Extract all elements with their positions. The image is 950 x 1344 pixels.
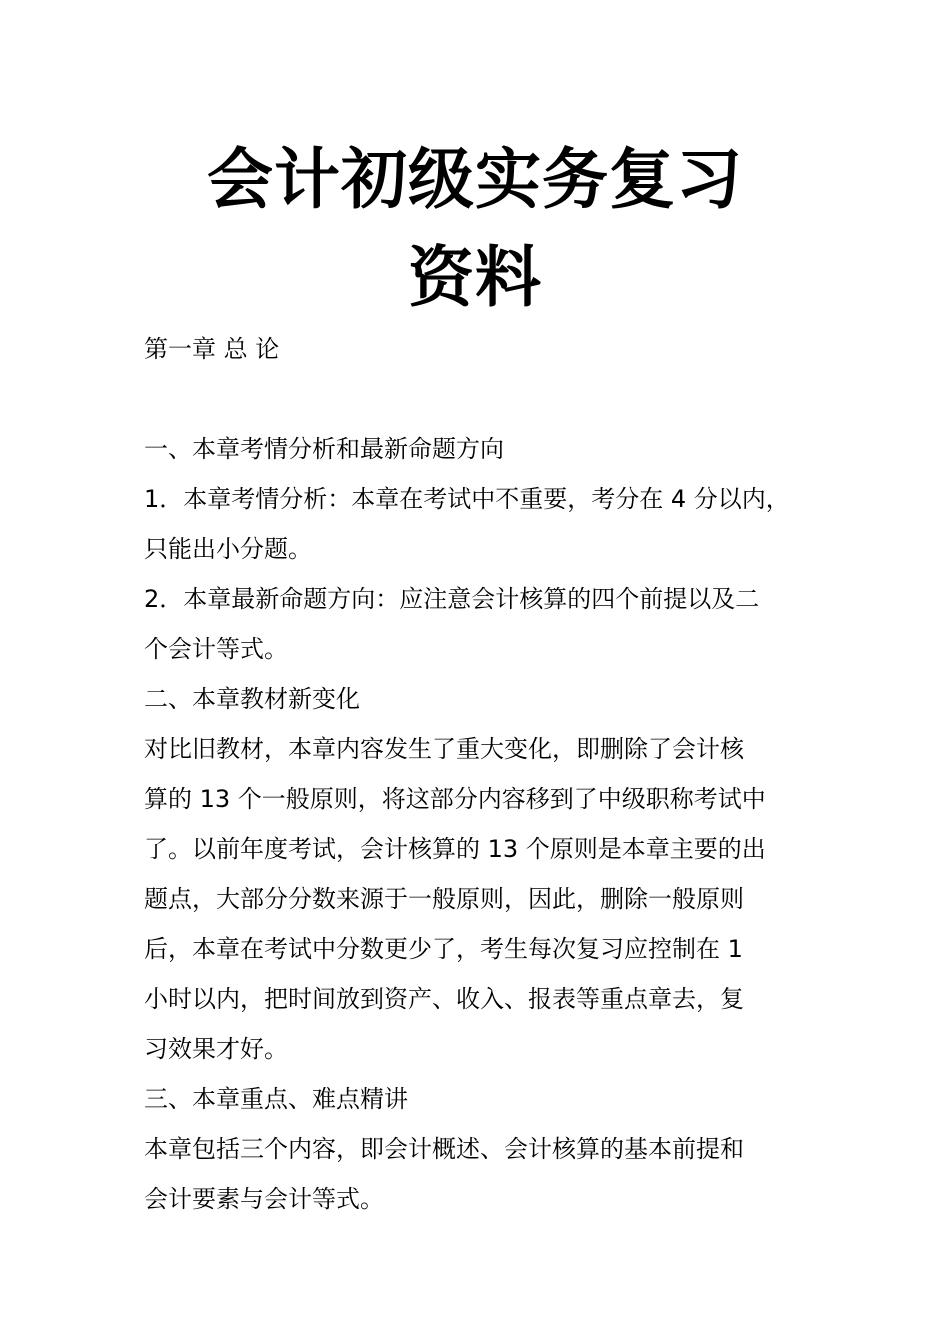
text-line: 题点，大部分分数来源于一般原则，因此，删除一般原则 — [144, 885, 744, 913]
text-line: 1．本章考情分析：本章在考试中不重要，考分在 4 分以内， — [144, 485, 790, 513]
chapter-heading: 第一章 总 论 — [144, 335, 280, 363]
section-heading-1: 一、本章考情分析和最新命题方向 — [144, 435, 504, 463]
document-title-line-1: 会计初级实务复习 — [207, 141, 743, 218]
text-line: 小时以内，把时间放到资产、收入、报表等重点章去，复 — [144, 985, 744, 1013]
text-line: 习效果才好。 — [144, 1035, 288, 1063]
text-line: 会计要素与会计等式。 — [144, 1185, 384, 1213]
blank-line — [144, 374, 814, 424]
text-line: 算的 13 个一般原则，将这部分内容移到了中级职称考试中 — [144, 785, 766, 813]
text-line: 对比旧教材，本章内容发生了重大变化，即删除了会计核 — [144, 735, 744, 763]
text-line: 了。以前年度考试，会计核算的 13 个原则是本章主要的出 — [144, 835, 766, 863]
text-line: 个会计等式。 — [144, 635, 288, 663]
text-line: 只能出小分题。 — [144, 535, 312, 563]
section-heading-3: 三、本章重点、难点精讲 — [144, 1085, 408, 1113]
text-line: 本章包括三个内容，即会计概述、会计核算的基本前提和 — [144, 1135, 744, 1163]
text-line: 2．本章最新命题方向：应注意会计核算的四个前提以及二 — [144, 585, 760, 613]
section-heading-2: 二、本章教材新变化 — [144, 685, 360, 713]
document-title-line-2: 资料 — [408, 239, 542, 316]
text-line: 后，本章在考试中分数更少了，考生每次复习应控制在 1 — [144, 935, 743, 963]
document-body — [144, 324, 814, 1224]
